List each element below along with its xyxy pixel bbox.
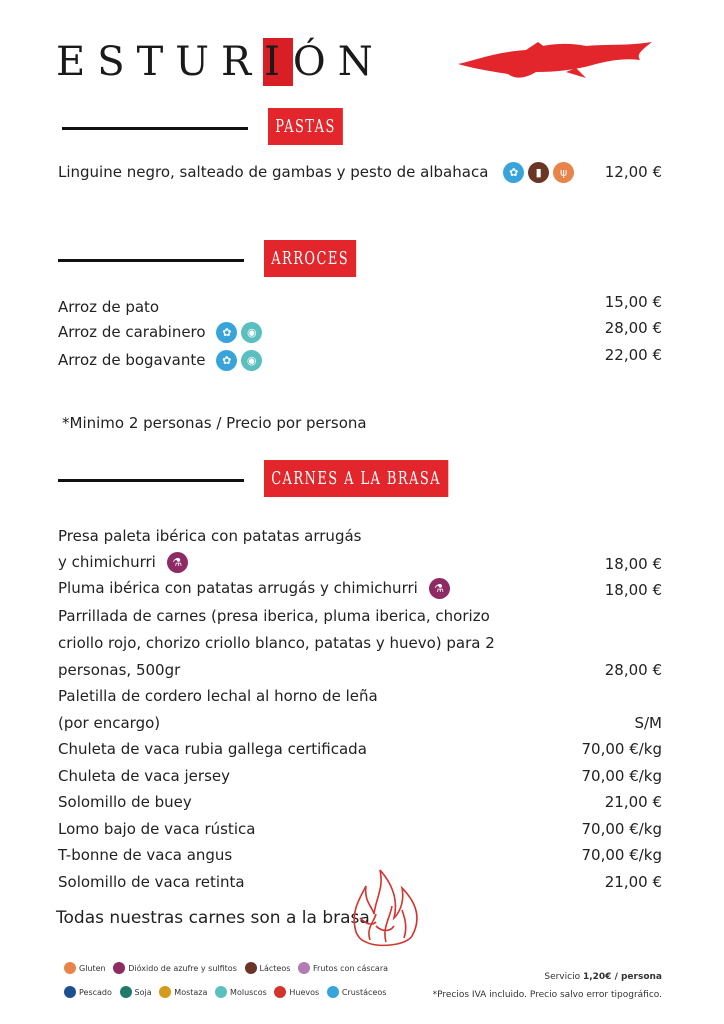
item-name: Arroz de carabinero xyxy=(58,323,206,341)
item-price: S/M xyxy=(634,714,662,732)
menu-item: Chuleta de vaca rubia gallega certificada xyxy=(58,740,367,758)
soja-icon xyxy=(120,986,132,998)
menu-item: Solomillo de buey xyxy=(58,793,192,811)
service-charge xyxy=(544,972,662,982)
section-divider xyxy=(62,127,248,130)
crustaceos-icon xyxy=(327,986,339,998)
menu-item: Lomo bajo de vaca rústica xyxy=(58,820,256,838)
brand-name-part2: I xyxy=(264,39,292,85)
menu-item-line: Presa paleta ibérica con patatas arrugás xyxy=(58,527,362,545)
service-value: 1,20€ / persona xyxy=(582,972,662,982)
menu-item xyxy=(58,162,574,183)
item-name: y chimichurri xyxy=(58,553,156,571)
item-name: Arroz de pato xyxy=(58,298,160,316)
brand-name-part1: ESTUR xyxy=(56,39,264,85)
legend-item xyxy=(64,964,106,973)
item-name: Arroz de bogavante xyxy=(58,351,206,369)
legend-label: Pescado xyxy=(79,987,112,997)
item-price: 22,00 € xyxy=(604,346,662,364)
item-price: 70,00 €/kg xyxy=(581,846,662,864)
legend-label: Soja xyxy=(134,987,152,997)
item-price: 70,00 €/kg xyxy=(581,820,662,838)
menu-item xyxy=(58,322,262,343)
legend-label: Lácteos xyxy=(259,963,291,973)
item-price: 12,00 € xyxy=(604,163,662,181)
brand-logo xyxy=(56,38,385,86)
huevos-icon xyxy=(274,986,286,998)
legend-item xyxy=(245,964,291,973)
legend-label: Dióxido de azufre y sulfitos xyxy=(128,963,237,973)
item-price: 18,00 € xyxy=(604,581,662,599)
section-title-carnes: CARNES A LA BRASA xyxy=(264,460,448,497)
menu-item: T-bonne de vaca angus xyxy=(58,846,233,864)
legend-item xyxy=(159,988,207,997)
frutos-cascara-icon xyxy=(298,962,310,974)
legend-label: Huevos xyxy=(289,987,320,997)
section-divider xyxy=(58,479,244,482)
legend-item xyxy=(274,988,319,997)
legend-item xyxy=(298,964,388,973)
item-price: 21,00 € xyxy=(604,793,662,811)
menu-item: Chuleta de vaca jersey xyxy=(58,767,231,785)
legend-item xyxy=(120,988,152,997)
menu-item xyxy=(58,297,159,317)
item-price: 21,00 € xyxy=(604,873,662,891)
moluscos-icon xyxy=(215,986,227,998)
flame-icon xyxy=(346,862,438,952)
section-divider xyxy=(58,259,244,262)
pescado-icon xyxy=(64,986,76,998)
item-price: 28,00 € xyxy=(604,661,662,679)
legend-item xyxy=(215,988,267,997)
item-price: 28,00 € xyxy=(604,319,662,337)
crustaceos-icon: ✿ xyxy=(503,162,524,183)
crustaceos-icon: ✿ xyxy=(216,322,237,343)
brand-name-part3: ÓN xyxy=(292,39,385,85)
sulfitos-icon: ⚗ xyxy=(167,552,188,573)
legend-label: Moluscos xyxy=(230,987,267,997)
item-price: 18,00 € xyxy=(604,555,662,573)
item-price: 70,00 €/kg xyxy=(581,767,662,785)
moluscos-icon: ◉ xyxy=(241,350,262,371)
allergen-legend-row1 xyxy=(64,962,388,974)
item-price: 15,00 € xyxy=(604,293,662,311)
legend-label: Mostaza xyxy=(174,987,208,997)
menu-item: Solomillo de vaca retinta xyxy=(58,873,245,891)
legend-label: Gluten xyxy=(79,963,106,973)
allergen-legend-row2 xyxy=(64,986,386,998)
legend-item xyxy=(113,964,237,973)
sturgeon-icon xyxy=(456,38,652,82)
legend-item xyxy=(64,988,112,997)
legend-label: Crustáceos xyxy=(341,987,387,997)
menu-item xyxy=(58,350,262,371)
legend-label: Frutos con cáscara xyxy=(313,963,389,973)
item-name: Pluma ibérica con patatas arrugás y chimichurri xyxy=(58,579,418,597)
menu-item-line: Paletilla de cordero lechal al horno de leña xyxy=(58,687,378,705)
lacteos-icon xyxy=(245,962,257,974)
arroces-note: *Minimo 2 personas / Precio por persona xyxy=(62,414,367,432)
menu-item-line: criollo rojo, chorizo criollo blanco, patatas y huevo) para 2 xyxy=(58,634,495,652)
section-title-pastas: PASTAS xyxy=(268,108,343,145)
menu-item-line: (por encargo) xyxy=(58,714,161,732)
sulfitos-icon: ⚗ xyxy=(429,578,450,599)
menu-item xyxy=(58,552,188,573)
item-name: Linguine negro, salteado de gambas y pesto de albahaca xyxy=(58,163,489,181)
crustaceos-icon: ✿ xyxy=(216,350,237,371)
sulfitos-icon xyxy=(113,962,125,974)
section-title-arroces: ARROCES xyxy=(264,240,356,277)
item-price: 70,00 €/kg xyxy=(581,740,662,758)
menu-item-line: personas, 500gr xyxy=(58,661,181,679)
moluscos-icon: ◉ xyxy=(241,322,262,343)
mostaza-icon xyxy=(159,986,171,998)
gluten-icon xyxy=(64,962,76,974)
price-disclaimer: *Precios IVA incluido. Precio salvo error tipográfico. xyxy=(432,990,662,1000)
carnes-footer-note: Todas nuestras carnes son a la brasa xyxy=(56,908,370,928)
gluten-icon: ψ xyxy=(553,162,574,183)
service-label: Servicio xyxy=(544,972,581,982)
soja-icon: ▮ xyxy=(528,162,549,183)
menu-item xyxy=(58,578,450,599)
menu-item-line: Parrillada de carnes (presa iberica, pluma iberica, chorizo xyxy=(58,607,490,625)
legend-item xyxy=(327,988,387,997)
